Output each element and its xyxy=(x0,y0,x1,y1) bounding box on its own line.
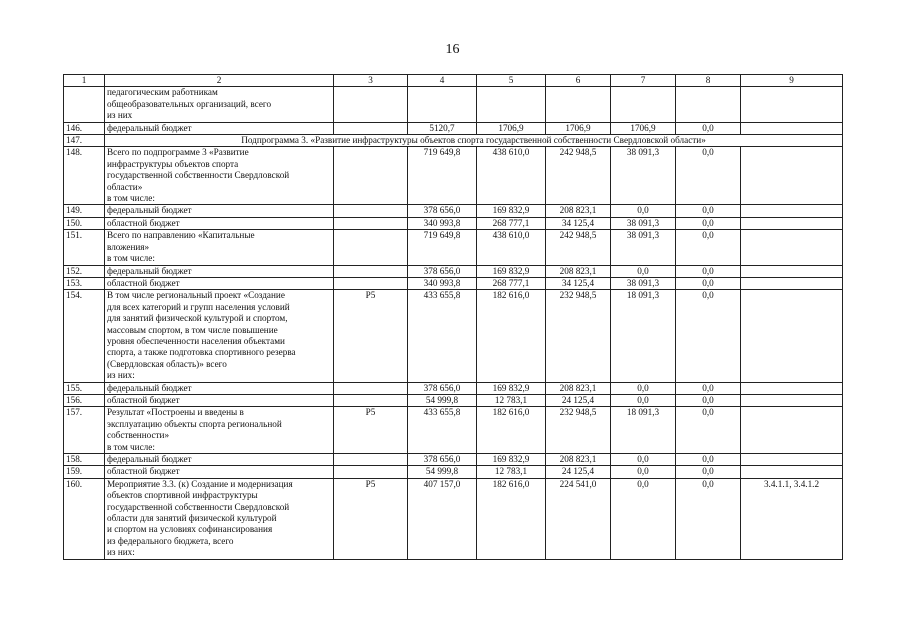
row-number: 155. xyxy=(64,382,105,394)
cell-c9 xyxy=(741,265,843,277)
cell-c4: 54 999,8 xyxy=(408,394,477,406)
cell-c8: 0,0 xyxy=(676,122,741,134)
table-row xyxy=(64,147,843,205)
cell-c8: 0,0 xyxy=(676,290,741,382)
cell-c9 xyxy=(741,122,843,134)
row-name: федеральный бюджет xyxy=(105,205,334,217)
cell-c5: 182 616,0 xyxy=(477,478,546,559)
table-row xyxy=(64,205,843,217)
cell-c5: 268 777,1 xyxy=(477,217,546,229)
cell-c6: 232 948,5 xyxy=(546,290,611,382)
cell-c8: 0,0 xyxy=(676,382,741,394)
row-name: областной бюджет xyxy=(105,277,334,289)
header-cell-9: 9 xyxy=(741,75,843,87)
cell-c6: 34 125,4 xyxy=(546,277,611,289)
cell-c3 xyxy=(334,230,408,265)
row-name: областной бюджет xyxy=(105,217,334,229)
cell-c9 xyxy=(741,205,843,217)
table-row xyxy=(64,382,843,394)
row-name: федеральный бюджет xyxy=(105,122,334,134)
cell-c7: 0,0 xyxy=(611,265,676,277)
row-name: Всего по подпрограмме 3 «Развитие инфраструктуры объектов спорта государственной собственности Свердловской области» в том числе: xyxy=(105,147,334,205)
cell-c3: Р5 xyxy=(334,407,408,454)
cell-c8: 0,0 xyxy=(676,217,741,229)
cell-c5: 182 616,0 xyxy=(477,407,546,454)
cell-c7: 0,0 xyxy=(611,466,676,478)
cell-c8: 0,0 xyxy=(676,466,741,478)
cell-c3 xyxy=(334,147,408,205)
header-cell-8: 8 xyxy=(676,75,741,87)
cell-c8: 0,0 xyxy=(676,230,741,265)
cell-c9 xyxy=(741,290,843,382)
cell-c6: 34 125,4 xyxy=(546,217,611,229)
cell-c7 xyxy=(611,87,676,122)
cell-c3 xyxy=(334,466,408,478)
row-number xyxy=(64,87,105,122)
cell-c7: 38 091,3 xyxy=(611,230,676,265)
row-name: Результат «Построены и введены в эксплуатацию объекты спорта региональной собственности» в том числе: xyxy=(105,407,334,454)
table-row xyxy=(64,122,843,134)
table-row xyxy=(64,217,843,229)
cell-c4: 340 993,8 xyxy=(408,277,477,289)
cell-c9 xyxy=(741,277,843,289)
table-row xyxy=(64,87,843,122)
row-name: Мероприятие 3.3. (к) Создание и модернизация объектов спортивной инфраструктуры государственной собственности Свердловской области для занятий физической культурой и спортом на условиях софинансирования из федерального бюджета, всего из них: xyxy=(105,478,334,559)
cell-c4: 378 656,0 xyxy=(408,454,477,466)
cell-c5: 169 832,9 xyxy=(477,265,546,277)
table-body xyxy=(64,75,843,560)
cell-c7: 38 091,3 xyxy=(611,147,676,205)
row-number: 149. xyxy=(64,205,105,217)
cell-c9 xyxy=(741,394,843,406)
cell-c3 xyxy=(334,454,408,466)
page-number: 16 xyxy=(445,42,460,57)
row-number: 160. xyxy=(64,478,105,559)
row-number: 146. xyxy=(64,122,105,134)
cell-c4: 407 157,0 xyxy=(408,478,477,559)
cell-c9 xyxy=(741,382,843,394)
cell-c4: 378 656,0 xyxy=(408,382,477,394)
cell-c7: 18 091,3 xyxy=(611,407,676,454)
cell-c6: 232 948,5 xyxy=(546,407,611,454)
cell-c5: 268 777,1 xyxy=(477,277,546,289)
row-number: 158. xyxy=(64,454,105,466)
cell-c6: 208 823,1 xyxy=(546,454,611,466)
cell-c8: 0,0 xyxy=(676,407,741,454)
cell-c8: 0,0 xyxy=(676,454,741,466)
cell-c9 xyxy=(741,454,843,466)
table-row xyxy=(64,135,843,147)
cell-c3 xyxy=(334,394,408,406)
cell-c6: 1706,9 xyxy=(546,122,611,134)
table-row xyxy=(64,454,843,466)
cell-c5: 1706,9 xyxy=(477,122,546,134)
cell-c5: 438 610,0 xyxy=(477,230,546,265)
cell-c6: 224 541,0 xyxy=(546,478,611,559)
cell-c6: 242 948,5 xyxy=(546,230,611,265)
cell-c7: 38 091,3 xyxy=(611,277,676,289)
header-row xyxy=(64,75,843,87)
row-name: федеральный бюджет xyxy=(105,265,334,277)
cell-c8: 0,0 xyxy=(676,265,741,277)
cell-c6: 208 823,1 xyxy=(546,382,611,394)
cell-c5 xyxy=(477,87,546,122)
cell-c5: 169 832,9 xyxy=(477,205,546,217)
cell-c5: 12 783,1 xyxy=(477,466,546,478)
row-number: 154. xyxy=(64,290,105,382)
table-row xyxy=(64,466,843,478)
cell-c3 xyxy=(334,217,408,229)
cell-c3: Р5 xyxy=(334,478,408,559)
row-name: В том числе региональный проект «Создание для всех категорий и групп населения условий для занятий физической культурой и спортом, массовым спортом, в том числе повышение уровня обеспеченности населения объектами спорта, а также подготовка спортивного резерва (Свердловская область)» всего из них: xyxy=(105,290,334,382)
cell-c8: 0,0 xyxy=(676,277,741,289)
cell-c9 xyxy=(741,217,843,229)
header-cell-2: 2 xyxy=(105,75,334,87)
cell-c3: Р5 xyxy=(334,290,408,382)
cell-c6: 24 125,4 xyxy=(546,466,611,478)
cell-c7: 0,0 xyxy=(611,394,676,406)
cell-c7: 0,0 xyxy=(611,454,676,466)
row-name: педагогическим работникам общеобразовательных организаций, всего из них xyxy=(105,87,334,122)
row-name: федеральный бюджет xyxy=(105,454,334,466)
row-number: 148. xyxy=(64,147,105,205)
cell-c8: 0,0 xyxy=(676,205,741,217)
cell-c3 xyxy=(334,382,408,394)
cell-c8: 0,0 xyxy=(676,394,741,406)
cell-c6: 208 823,1 xyxy=(546,205,611,217)
cell-c4: 719 649,8 xyxy=(408,147,477,205)
header-cell-5: 5 xyxy=(477,75,546,87)
cell-c6: 24 125,4 xyxy=(546,394,611,406)
cell-c9: 3.4.1.1, 3.4.1.2 xyxy=(741,478,843,559)
subprogram-title: Подпрограмма 3. «Развитие инфраструктуры объектов спорта государственной собственности Свердловской области» xyxy=(105,135,843,147)
row-name: федеральный бюджет xyxy=(105,382,334,394)
table-row xyxy=(64,277,843,289)
header-cell-4: 4 xyxy=(408,75,477,87)
cell-c9 xyxy=(741,147,843,205)
row-number: 152. xyxy=(64,265,105,277)
cell-c6: 242 948,5 xyxy=(546,147,611,205)
cell-c8 xyxy=(676,87,741,122)
cell-c3 xyxy=(334,205,408,217)
cell-c7: 18 091,3 xyxy=(611,290,676,382)
cell-c7: 38 091,3 xyxy=(611,217,676,229)
table-row xyxy=(64,394,843,406)
row-number: 159. xyxy=(64,466,105,478)
cell-c9 xyxy=(741,230,843,265)
cell-c4 xyxy=(408,87,477,122)
cell-c3 xyxy=(334,122,408,134)
table-row xyxy=(64,230,843,265)
cell-c7: 0,0 xyxy=(611,205,676,217)
cell-c4: 719 649,8 xyxy=(408,230,477,265)
header-cell-7: 7 xyxy=(611,75,676,87)
header-cell-6: 6 xyxy=(546,75,611,87)
row-number: 150. xyxy=(64,217,105,229)
cell-c3 xyxy=(334,265,408,277)
cell-c4: 433 655,8 xyxy=(408,407,477,454)
cell-c4: 340 993,8 xyxy=(408,217,477,229)
cell-c9 xyxy=(741,407,843,454)
table-row xyxy=(64,478,843,559)
cell-c7: 0,0 xyxy=(611,478,676,559)
row-name: Всего по направлению «Капитальные вложения» в том числе: xyxy=(105,230,334,265)
row-number: 156. xyxy=(64,394,105,406)
row-number: 153. xyxy=(64,277,105,289)
cell-c7: 0,0 xyxy=(611,382,676,394)
cell-c5: 12 783,1 xyxy=(477,394,546,406)
cell-c9 xyxy=(741,87,843,122)
cell-c4: 378 656,0 xyxy=(408,265,477,277)
header-cell-1: 1 xyxy=(64,75,105,87)
cell-c5: 169 832,9 xyxy=(477,382,546,394)
table-row xyxy=(64,290,843,382)
table-row xyxy=(64,265,843,277)
cell-c3 xyxy=(334,277,408,289)
cell-c4: 433 655,8 xyxy=(408,290,477,382)
cell-c6 xyxy=(546,87,611,122)
cell-c7: 1706,9 xyxy=(611,122,676,134)
header-cell-3: 3 xyxy=(334,75,408,87)
cell-c5: 169 832,9 xyxy=(477,454,546,466)
cell-c6: 208 823,1 xyxy=(546,265,611,277)
cell-c4: 5120,7 xyxy=(408,122,477,134)
budget-table xyxy=(63,74,843,560)
cell-c9 xyxy=(741,466,843,478)
cell-c5: 182 616,0 xyxy=(477,290,546,382)
row-name: областной бюджет xyxy=(105,394,334,406)
cell-c4: 378 656,0 xyxy=(408,205,477,217)
cell-c8: 0,0 xyxy=(676,478,741,559)
cell-c4: 54 999,8 xyxy=(408,466,477,478)
row-name: областной бюджет xyxy=(105,466,334,478)
row-number: 147. xyxy=(64,135,105,147)
table-row xyxy=(64,407,843,454)
cell-c8: 0,0 xyxy=(676,147,741,205)
row-number: 157. xyxy=(64,407,105,454)
cell-c5: 438 610,0 xyxy=(477,147,546,205)
row-number: 151. xyxy=(64,230,105,265)
cell-c3 xyxy=(334,87,408,122)
